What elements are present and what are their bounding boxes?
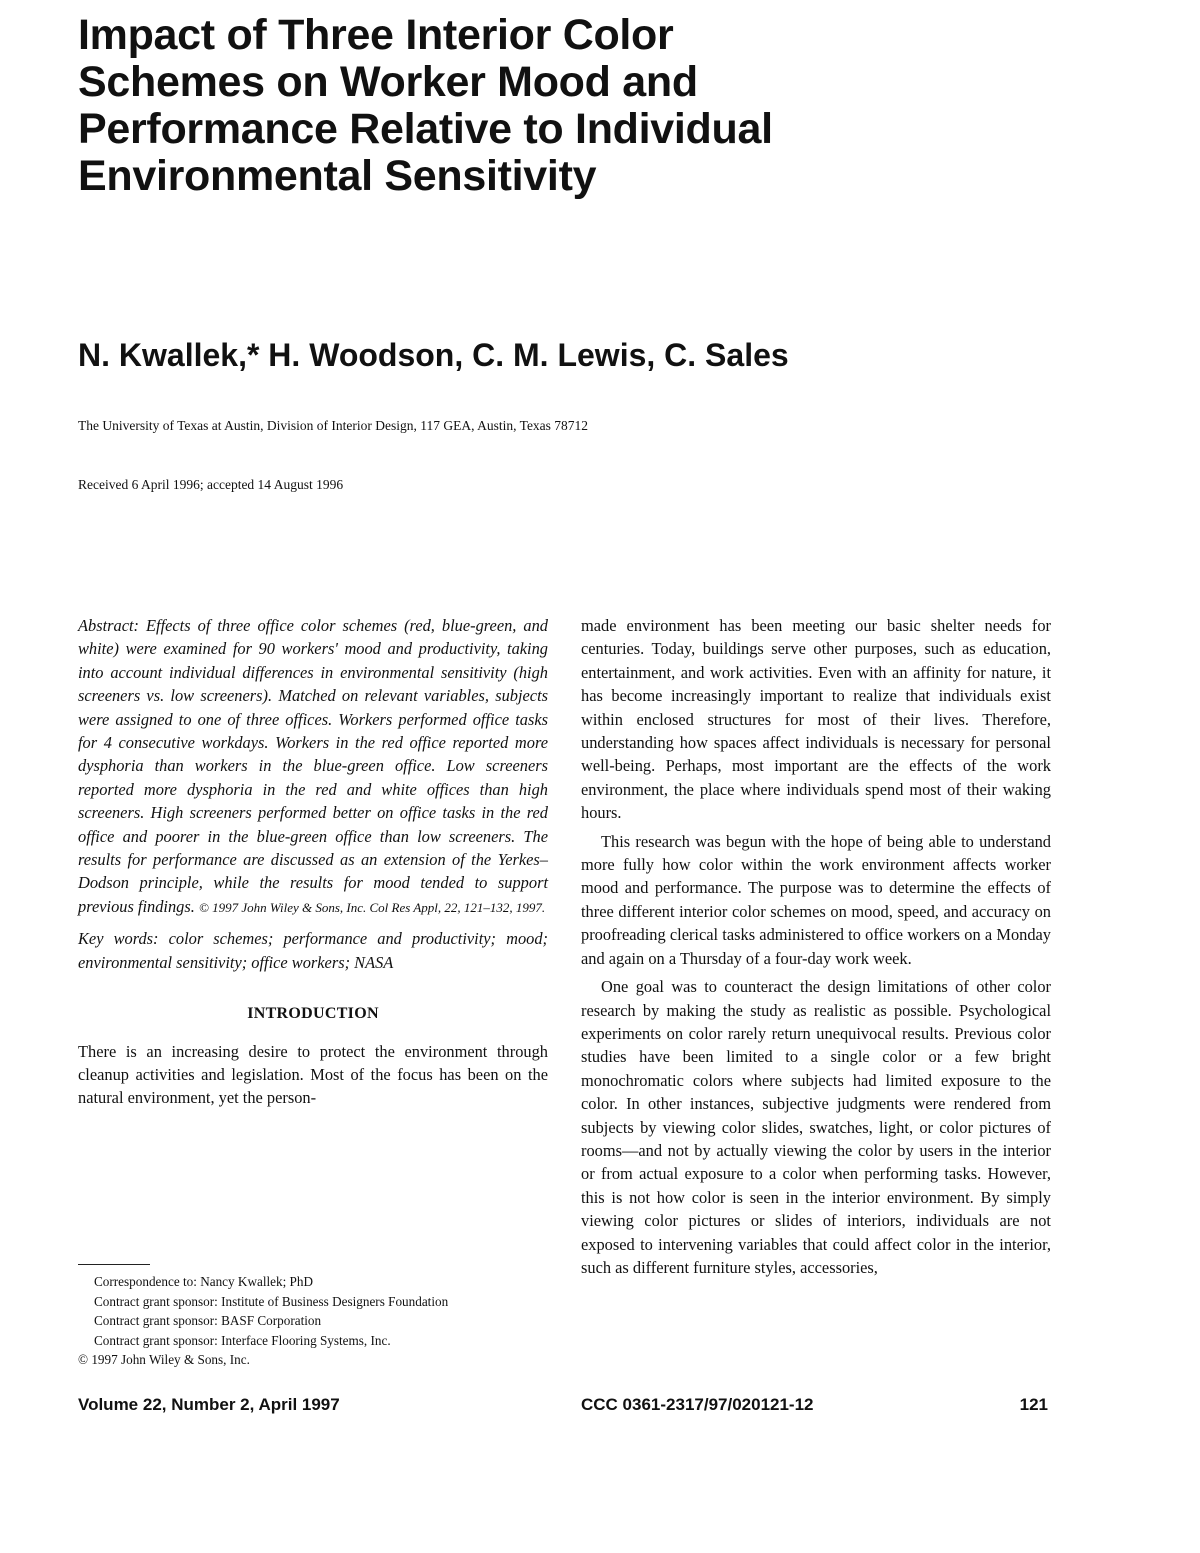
footnote-sponsor: Contract grant sponsor: Interface Flooring Systems, Inc. (94, 1332, 391, 1348)
section-heading-introduction: INTRODUCTION (247, 1005, 379, 1023)
paragraph: One goal was to counteract the design limitations of other color research by making the study as realistic as possible. Psychological experiments on color rarely return unequivocal results. Previous color studies have been limited to a single color or a few bright monochromatic colors where subjects had limited exposure to the color. In other instances, subjective judgments were rendered from subjects by viewing color slides, swatches, light, or color pictures of rooms—and not by actually viewing the color by users in the interior or from actual exposure to a color when performing tasks. However, this is not how color is seen in the interior environment. By simply viewing color pictures or slides of interiors, individuals are not exposed to intervening variables that could affect color in the interior, such as different furniture styles, accessories, (581, 977, 1051, 1277)
footnote-sponsor: Contract grant sponsor: Institute of Business Designers Foundation (94, 1293, 449, 1309)
abstract (78, 614, 548, 919)
footnote-divider (78, 1264, 150, 1265)
affiliation: The University of Texas at Austin, Division of Interior Design, 117 GEA, Austin, Texas 78712 (78, 418, 589, 433)
paragraph: There is an increasing desire to protect the environment through cleanup activities and legislation. Most of the focus has been on the natural environment, yet the person- (78, 1041, 548, 1108)
right-column (581, 614, 1051, 1279)
footnote-sponsor: Contract grant sponsor: BASF Corporation (94, 1313, 322, 1328)
keywords: Key words: color schemes; performance and productivity; mood; environmental sensitivity; office workers; NASA (78, 929, 548, 972)
article-title: Impact of Three Interior Color Schemes on Worker Mood and Performance Relative to Individual Environmental Sensitivity (78, 11, 773, 200)
paragraph: This research was begun with the hope of being able to understand more fully how color within the work environment affects worker mood and performance. The purpose was to determine the effects of three different interior color schemes on mood, speed, and accuracy on proofreading clerical tasks administered to office workers on a Monday and again on a Thursday of a four-day work week. (581, 831, 1051, 968)
abstract-citation: © 1997 John Wiley & Sons, Inc. Col Res Appl, 22, 121–132, 1997. (198, 899, 546, 915)
author-list: N. Kwallek,* H. Woodson, C. M. Lewis, C. Sales (78, 337, 789, 373)
abstract-text: Abstract: Effects of three office color schemes (red, blue-green, and white) were examined for 90 workers' mood and productivity, taking into account individual differences in environmental sensitivity (high screeners vs. low screeners). Matched on relevant variables, subjects were assigned to one of three offices. Workers performed office tasks for 4 consecutive workdays. Workers in the red office reported more dysphoria than workers in the blue-green office. Low screeners reported more dysphoria in the red and white offices than high screeners. High screeners performed better on office tasks in the red office and poorer in the blue-green office than low screeners. The results for performance are discussed as an extension of the Yerkes–Dodson principle, while the results for mood tended to support previous findings. (78, 616, 548, 916)
footer-ccc-code: CCC 0361-2317/97/020121-12 (581, 1395, 814, 1414)
footnote-copyright: © 1997 John Wiley & Sons, Inc. (78, 1352, 250, 1367)
received-date: Received 6 April 1996; accepted 14 August 1996 (78, 477, 344, 492)
footer-volume: Volume 22, Number 2, April 1997 (78, 1395, 340, 1414)
paragraph: made environment has been meeting our basic shelter needs for centuries. Today, buildings serve other purposes, such as education, entertainment, and work activities. Even with an affinity for nature, it has become increasingly important to realize that individuals exist within enclosed structures for most of their lives. Therefore, understanding how spaces affect individuals is necessary for personal well-being. Perhaps, most important are the effects of the work environment, the place where individuals spend most of their waking hours. (581, 616, 1051, 823)
footnote-correspondence: Correspondence to: Nancy Kwallek; PhD (94, 1274, 314, 1289)
footnotes (78, 1272, 558, 1370)
page-number: 121 (1019, 1395, 1048, 1414)
left-column (78, 614, 548, 1110)
